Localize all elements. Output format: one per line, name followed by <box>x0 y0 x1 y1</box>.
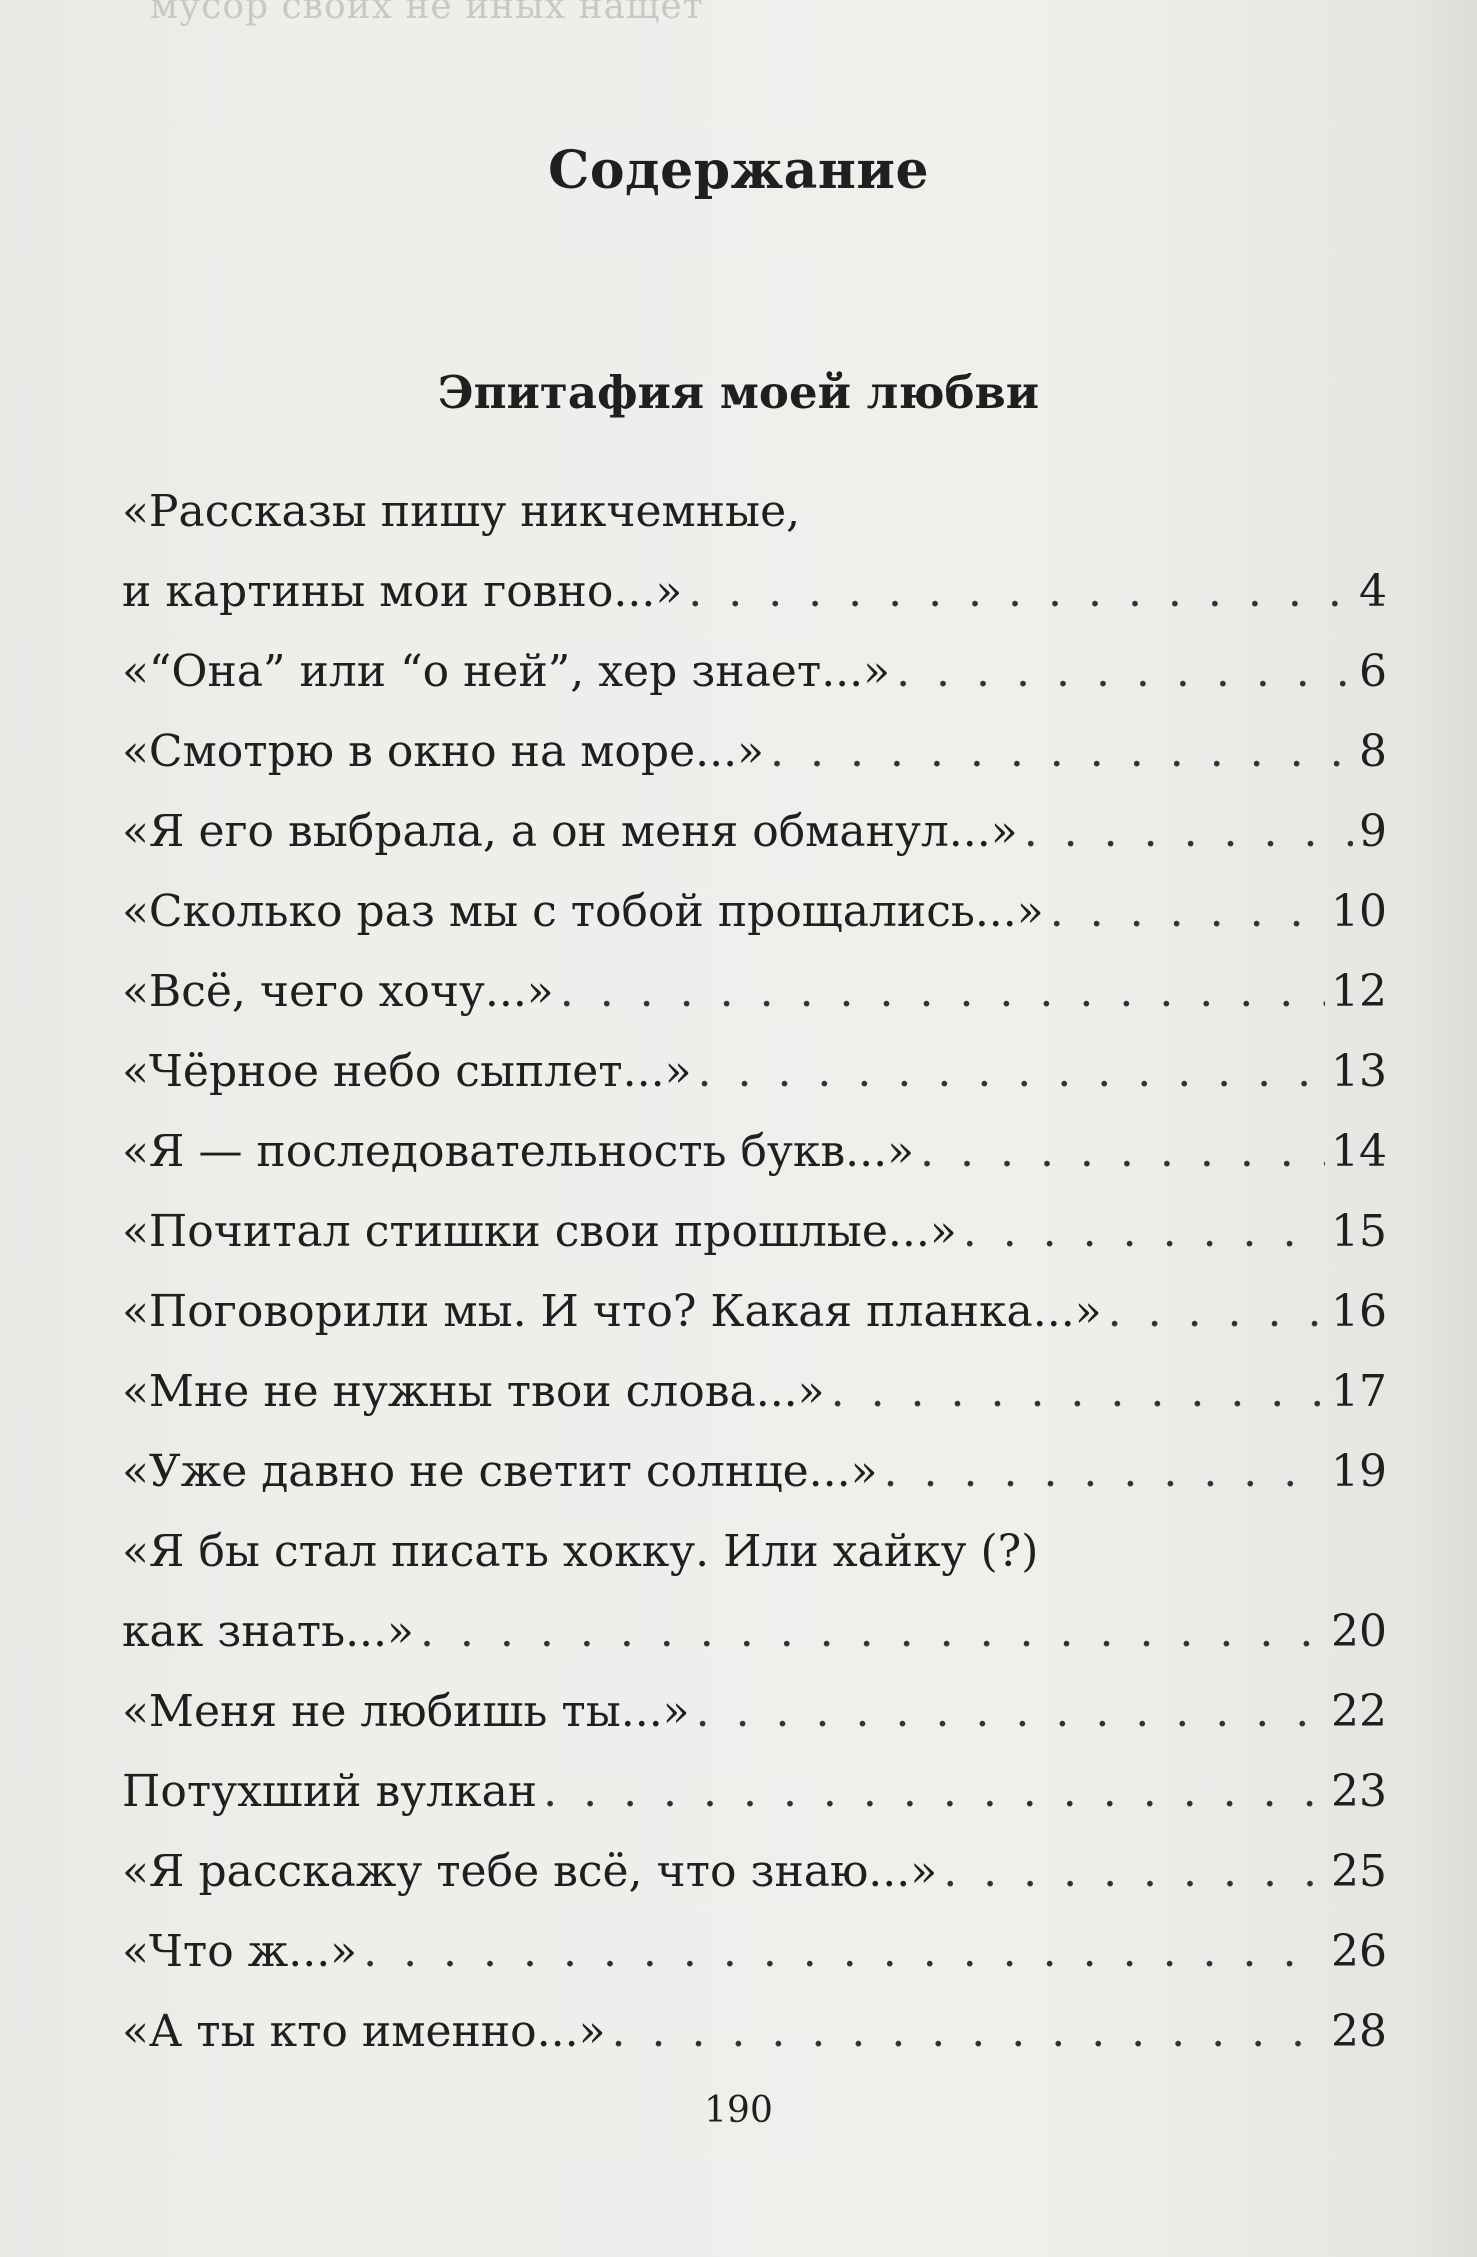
toc-entry <box>122 952 1387 1032</box>
toc-entry-page: 22 <box>1331 1686 1387 1737</box>
toc-entry-page: 19 <box>1331 1446 1387 1497</box>
toc-entry-row <box>122 1432 1387 1512</box>
toc-entry-title: «Мне не нужны твои слова...» <box>122 1366 825 1417</box>
toc-entry-page: 26 <box>1331 1926 1387 1977</box>
toc-entry-row <box>122 552 1387 632</box>
toc-entry-title: «А ты кто именно...» <box>122 2006 606 2057</box>
toc-entry-row <box>122 1992 1387 2072</box>
dot-leader <box>943 1832 1325 1912</box>
toc-entry-title: «Меня не любишь ты...» <box>122 1686 690 1737</box>
dot-leader <box>831 1352 1325 1432</box>
dot-leader <box>1108 1272 1325 1352</box>
toc-entry-title: «Я его выбрала, а он меня обманул...» <box>122 806 1018 857</box>
toc-entry-page: 14 <box>1331 1126 1387 1177</box>
toc-entry-page: 20 <box>1331 1606 1387 1657</box>
toc-entry <box>122 1352 1387 1432</box>
toc-title: Содержание <box>547 140 930 201</box>
dot-leader <box>896 632 1353 712</box>
toc-entry <box>122 1432 1387 1512</box>
toc-entry <box>122 1752 1387 1832</box>
section-title: Эпитафия моей любви <box>437 366 1040 419</box>
toc-entry-row <box>122 1592 1387 1672</box>
toc-entry-page: 28 <box>1331 2006 1387 2057</box>
toc-entry-row <box>122 1912 1387 1992</box>
dot-leader <box>612 1992 1325 2072</box>
toc-entry <box>122 1912 1387 1992</box>
toc-entry-page: 8 <box>1359 726 1387 777</box>
page-number: 190 <box>704 2090 773 2131</box>
dot-leader <box>543 1752 1325 1832</box>
toc-entry <box>122 472 1387 632</box>
toc-entry-page: 12 <box>1331 966 1387 1017</box>
toc-entry <box>122 1992 1387 2072</box>
toc-entry-row <box>122 1832 1387 1912</box>
toc-entry-title: Потухший вулкан <box>122 1766 538 1817</box>
toc-entry-title: «Всё, чего хочу...» <box>122 966 554 1017</box>
toc-entry-page: 25 <box>1331 1846 1387 1897</box>
toc-entry-page: 13 <box>1331 1046 1387 1097</box>
toc-entry-title: и картины мои говно...» <box>122 566 683 617</box>
toc-entry <box>122 1272 1387 1352</box>
toc-entry-row <box>122 872 1387 952</box>
toc-entry-row <box>122 1192 1387 1272</box>
dot-leader <box>770 712 1353 792</box>
table-of-contents <box>122 472 1387 2072</box>
dot-leader <box>420 1592 1325 1672</box>
bleed-through-text: мусор своих не иных нащет <box>150 0 704 27</box>
toc-entry <box>122 1832 1387 1912</box>
toc-entry-page: 23 <box>1331 1766 1387 1817</box>
dot-leader <box>363 1912 1325 1992</box>
dot-leader <box>560 952 1325 1032</box>
toc-entry-page: 15 <box>1331 1206 1387 1257</box>
toc-entry-title: «Я — последовательность букв...» <box>122 1126 915 1177</box>
toc-entry-title: «Поговорили мы. И что? Какая планка...» <box>122 1286 1102 1337</box>
toc-entry-row <box>122 792 1387 872</box>
toc-entry <box>122 1112 1387 1192</box>
toc-entry-page: 6 <box>1359 646 1387 697</box>
toc-entry <box>122 712 1387 792</box>
toc-entry-row <box>122 712 1387 792</box>
dot-leader <box>963 1192 1325 1272</box>
toc-entry-page: 4 <box>1359 566 1387 617</box>
toc-entry-row <box>122 1352 1387 1432</box>
toc-entry-row <box>122 1032 1387 1112</box>
toc-entry-row <box>122 1112 1387 1192</box>
toc-entry-title: «Уже давно не светит солнце...» <box>122 1446 878 1497</box>
dot-leader <box>1024 792 1353 872</box>
toc-entry-title: «Я расскажу тебе всё, что знаю...» <box>122 1846 938 1897</box>
toc-entry-title: «Почитал стишки свои прошлые...» <box>122 1206 957 1257</box>
toc-entry-title: «Чёрное небо сыплет...» <box>122 1046 692 1097</box>
toc-entry-title: «Смотрю в окно на море...» <box>122 726 764 777</box>
toc-entry-title-line1: «Рассказы пишу никчемные, <box>122 486 801 537</box>
toc-entry-page: 10 <box>1331 886 1387 937</box>
toc-entry-page: 9 <box>1359 806 1387 857</box>
toc-entry-row <box>122 632 1387 712</box>
toc-entry <box>122 1672 1387 1752</box>
dot-leader <box>920 1112 1325 1192</box>
toc-entry-page: 17 <box>1331 1366 1387 1417</box>
dot-leader <box>1050 872 1325 952</box>
toc-entry <box>122 1192 1387 1272</box>
toc-entry-title-line1: «Я бы стал писать хокку. Или хайку (?) <box>122 1526 1039 1577</box>
dot-leader <box>696 1672 1325 1752</box>
dot-leader <box>698 1032 1325 1112</box>
dot-leader <box>688 552 1353 632</box>
toc-entry-row <box>122 1752 1387 1832</box>
toc-entry-row <box>122 1272 1387 1352</box>
toc-entry-title: «Сколько раз мы с тобой прощались...» <box>122 886 1044 937</box>
toc-entry <box>122 1512 1387 1672</box>
toc-entry-title: «“Она” или “о ней”, хер знает...» <box>122 646 891 697</box>
toc-entry-row <box>122 1672 1387 1752</box>
dot-leader <box>884 1432 1325 1512</box>
toc-entry-title: «Что ж...» <box>122 1926 358 1977</box>
toc-entry <box>122 872 1387 952</box>
toc-entry-row <box>122 952 1387 1032</box>
toc-entry <box>122 632 1387 712</box>
toc-entry <box>122 792 1387 872</box>
toc-entry-page: 16 <box>1331 1286 1387 1337</box>
toc-entry <box>122 1032 1387 1112</box>
toc-entry-title: как знать...» <box>122 1606 414 1657</box>
